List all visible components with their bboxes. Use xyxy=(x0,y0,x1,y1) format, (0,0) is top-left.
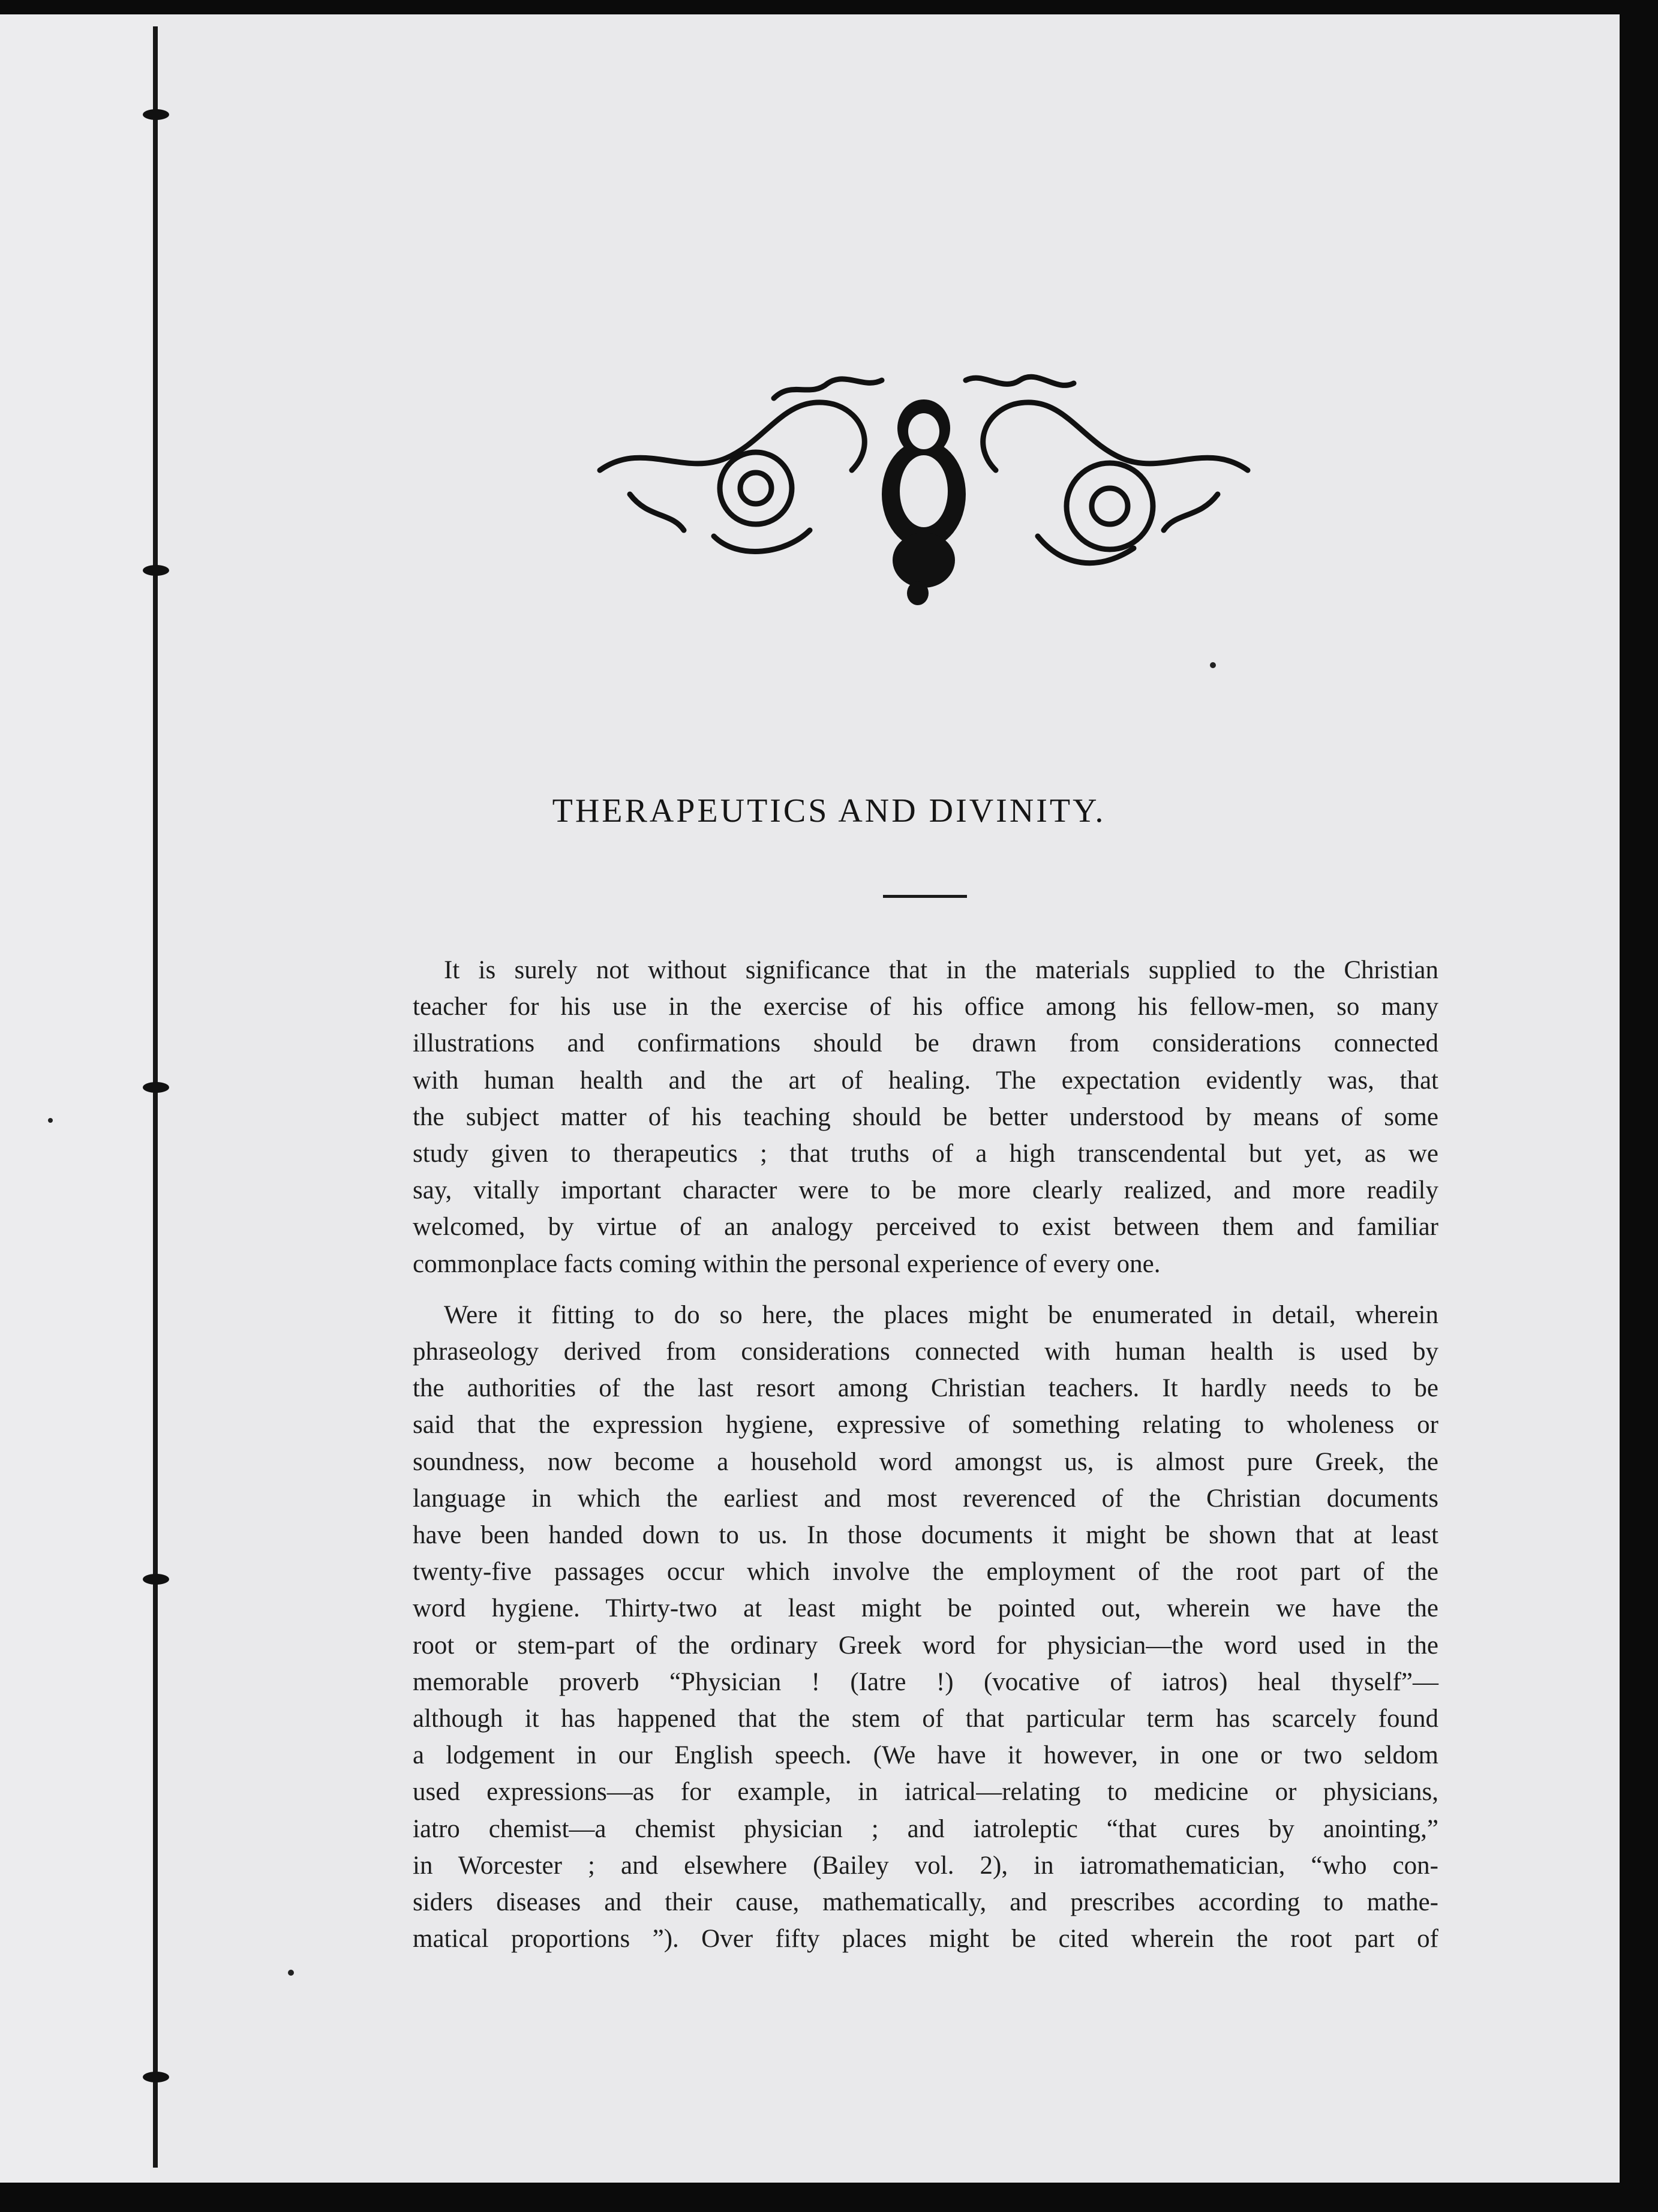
text-line: used expressions—as for example, in iatrical—relating to medicine or physicians, xyxy=(413,1778,1438,1807)
binding-stitch xyxy=(143,1574,169,1585)
text-line: phraseology derived from considerations connected with human health is used by xyxy=(413,1338,1438,1366)
facing-page-edge xyxy=(0,14,150,2183)
text-line: said that the expression hygiene, expressive of something relating to wholeness or xyxy=(413,1411,1438,1439)
text-line: soundness, now become a household word amongst us, is almost pure Greek, the xyxy=(413,1447,1438,1476)
text-line: word hygiene. Thirty-two at least might be pointed out, wherein we have the xyxy=(413,1594,1438,1623)
speck xyxy=(288,1970,294,1976)
text-line: teacher for his use in the exercise of his office among his fellow-men, so many xyxy=(413,993,1438,1021)
text-line: the authorities of the last resort among Christian teachers. It hardly needs to be xyxy=(413,1374,1438,1403)
binding-stitch xyxy=(143,109,169,120)
text-line: say, vitally important character were to be more clearly realized, and more readily xyxy=(413,1176,1438,1205)
paragraph xyxy=(413,1297,1438,1958)
cherub-scroll-ornament xyxy=(594,356,1254,608)
text-line: Were it fitting to do so here, the places might be enumerated in detail, wherein xyxy=(444,1300,1438,1329)
text-line: twenty-five passages occur which involve the employment of the root part of the xyxy=(413,1558,1438,1586)
text-line: language in which the earliest and most reverenced of the Christian documents xyxy=(413,1484,1438,1513)
text-line: have been handed down to us. In those documents it might be shown that at least xyxy=(413,1521,1438,1550)
body-text xyxy=(413,952,1438,1957)
text-line: in Worcester ; and elsewhere (Bailey vol. 2), in iatromathematician, “who con- xyxy=(413,1851,1438,1880)
speck xyxy=(1210,662,1216,668)
text-line: memorable proverb “Physician ! (Iatre !) (vocative of iatros) heal thyself”— xyxy=(413,1667,1438,1696)
speck xyxy=(48,1118,53,1123)
binding-stitch xyxy=(143,565,169,576)
page-title: THERAPEUTICS AND DIVINITY. xyxy=(552,792,1106,830)
binding-stitch xyxy=(143,2072,169,2082)
paragraph xyxy=(413,952,1438,1282)
text-line: It is surely not without significance that in the materials supplied to the Christian xyxy=(444,956,1438,984)
text-line: iatro chemist—a chemist physician ; and iatroleptic “that cures by anointing,” xyxy=(413,1814,1438,1843)
binding-spine xyxy=(153,26,158,2168)
text-line: study given to therapeutics ; that truths of a high transcendental but yet, as we xyxy=(413,1140,1438,1168)
paragraph-gap xyxy=(413,1282,1438,1297)
text-line: the subject matter of his teaching should be better understood by means of some xyxy=(413,1102,1438,1131)
text-line: siders diseases and their cause, mathematically, and prescribes according to mathe- xyxy=(413,1888,1438,1917)
text-line: commonplace facts coming within the personal experience of every one. xyxy=(413,1249,1161,1278)
text-line: matical proportions ”). Over fifty places might be cited wherein the root part of xyxy=(413,1925,1438,1953)
binding-stitch xyxy=(143,1082,169,1093)
text-line: a lodgement in our English speech. (We have it however, in one or two seldom xyxy=(413,1741,1438,1770)
text-line: welcomed, by virtue of an analogy perceived to exist between them and familiar xyxy=(413,1213,1438,1242)
text-line: root or stem-part of the ordinary Greek word for physician—the word used in the xyxy=(413,1631,1438,1660)
scan-border xyxy=(1620,14,1658,2183)
text-line: illustrations and confirmations should be drawn from considerations connected xyxy=(413,1029,1438,1058)
text-line: although it has happened that the stem of that particular term has scarcely found xyxy=(413,1705,1438,1733)
text-line: with human health and the art of healing. The expectation evidently was, that xyxy=(413,1066,1438,1095)
title-rule xyxy=(883,895,967,898)
